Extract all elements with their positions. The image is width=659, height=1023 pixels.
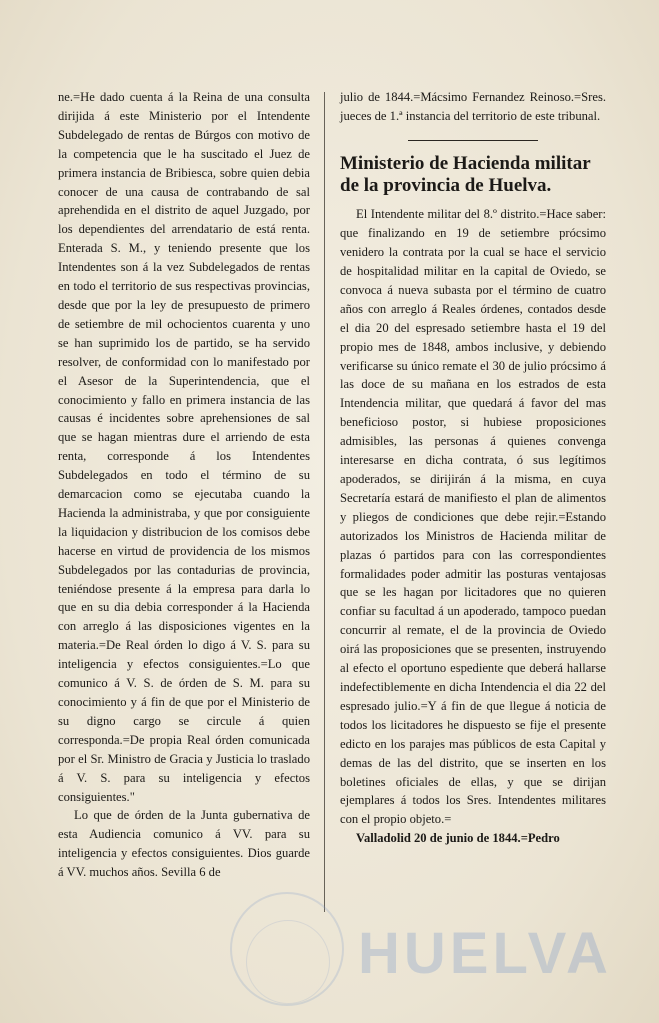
section-rule [408,140,538,142]
column-divider [324,92,325,912]
right-column [340,88,606,848]
archive-watermark [230,880,650,1010]
left-paragraph-ministry-text: ne.=He dado cuenta á la Reina de una consulta dirijida á este Ministerio por el Intendente Subdelegado de rentas de Búrgos con motivo de la competencia que le ha suscitado el Juez de primera instancia de Bribiesca, sobre quien debia conocer de una causa de contrabando de sal aprehendida en el distrito de aquel Juzgado, por los dependientes del arrendatario de está renta. Enterada S. M., y teniendo presente que los Intendentes son á la vez Subdelegados de rentas en todo el territorio de sus respectivas provincias, desde que por la ley de presupuesto de primero de setiembre de mil ochocientos cuarenta y uno se han suprimido los de partido, se ha servido resolver, de conformidad con lo manifestado por el Asesor de la Superintendencia, que el conocimiento y fallo en primera instancia de las causas é incidentes sobre aprehensiones de sal que se hagan mientras dure el arriendo de esta renta, corresponde á los Intendentes Subdelegados en todo el término de su demarcacion como se ejecutaba cuando la Hacienda la administraba, y que por consiguiente la liquidacion y distribucion de los comisos debe hacerse en virtud de providencia de los mismos Subdelegados por las contadurias de provincia, teniéndose presente á la empresa para darla lo que en su dia debia corresponder á la Hacienda con arreglo á las disposiciones vigentes en la materia.=De Real órden lo digo á V. S. para su inteligencia y efectos consiguientes.=Lo que comunico á V. S. de órden de S. M. para su conocimiento y á fin de que por el Ministerio de su digno cargo se circule á quien corresponda.=De propia Real órden comunicada por el Sr. Ministro de Gracia y Justicia lo traslado á V. S. para su inteligencia y efectos consiguientes." [58,90,310,804]
section-heading: Ministerio de Hacienda militar de la provincia de Huelva. [340,153,591,197]
right-opening-text: julio de 1844.=Mácsimo Fernandez Reinoso.=Sres. jueces de 1.ª instancia del territorio de este tribunal. [340,90,606,123]
watermark-text: HUELVA [358,921,612,986]
right-paragraph-signature-line: Valladolid 20 de junio de 1844.=Pedro [356,831,560,846]
left-paragraph-junta-text: Lo que de órden de la Junta gubernativa de esta Audiencia comunico á VV. para su inteligencia y efectos consiguientes. Dios guarde á VV. muchos años. Sevilla 6 de [58,808,310,880]
right-paragraph-edict-text: El Intendente militar del 8.º distrito.=Hace saber: que finalizando en 19 de setiembre prócsimo venidero la contrata por la cual se hace el servicio de hospitalidad militar en la capital de Oviedo, se convoca á nueva subasta por el término de cuatro años con arreglo á Reales órdenes, contados desde el dia 20 del espresado setiembre hasta el 19 del propio mes de 1848, ambos inclusive, y debiendo verificarse su único remate el 30 de julio prócsimo á las doce de su mañana en los estrados de esta Intendencia militar, que quedará á favor del mas beneficioso postor, si hubiese proposiciones admisibles, las personas á quienes convenga interesarse en dicha contrata, ó sus legítimos apoderados, se dirijirán á la misma, en cuya Secretaría estará de manifiesto el plan de alimentos y pliegos de condiciones que debe rejir.=Estando autorizados los Ministros de Hacienda militar de plazas ó partidos para con las correspondientes formalidades poder admitir las posturas ventajosas que se les hagan por licitadores que no quieren confiar su facultad á un apoderado, tampoco puedan concurrir al remate, el de la provincia de Oviedo oirá las proposiciones que se presenten, instruyendo al efecto el oportuno espediente que deberá hallarse indefectiblemente en dicha Intendencia el dia 22 del espresado julio.=Y á fin de que llegue á noticia de todos los licitadores he dispuesto se fije el presente edicto en los parajes mas públicos de esta Capital y demas de las del distrito, que se inserten en los boletines oficiales de ellas, y que se dirijan ejemplares á todos los Sres. Intendentes militares con el propio objeto.= [340,207,606,827]
seal-icon [230,892,344,1006]
left-column [58,88,310,882]
